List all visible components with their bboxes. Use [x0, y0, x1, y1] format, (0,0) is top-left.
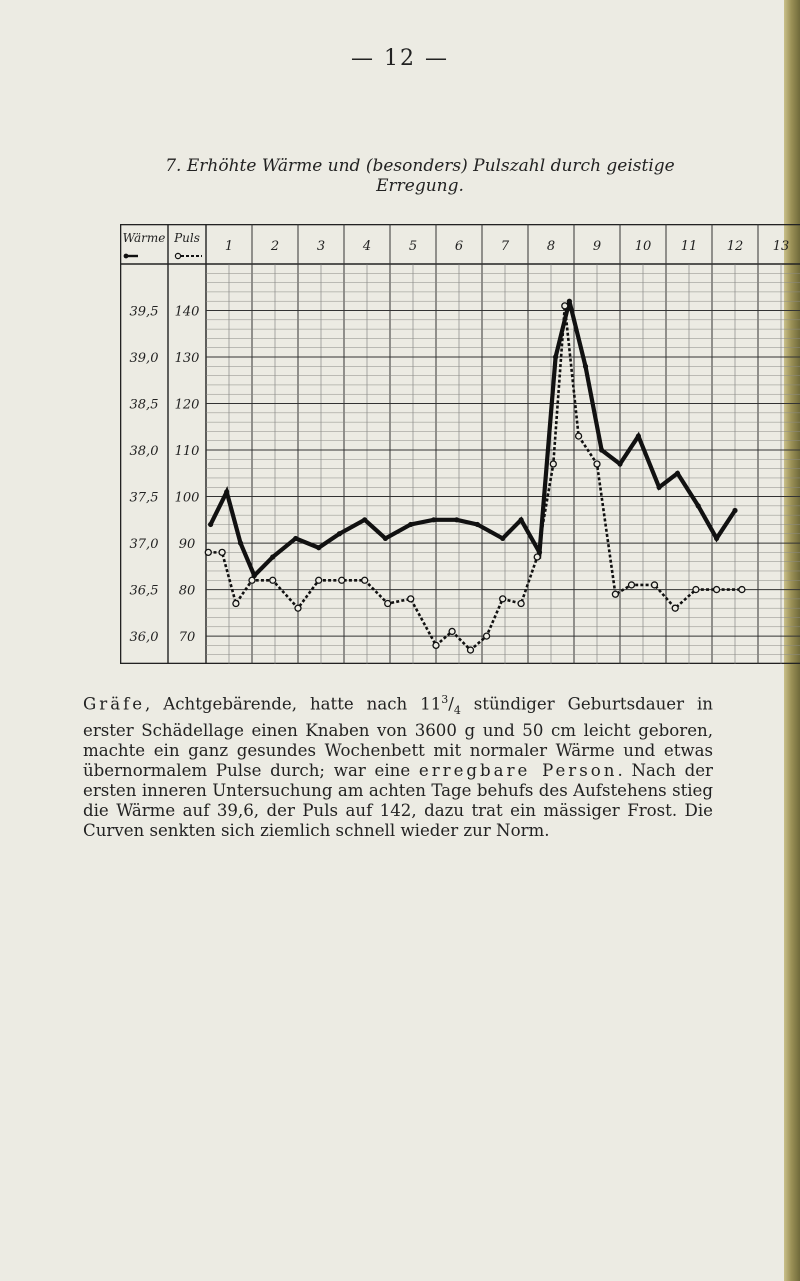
temp-tick-label: 38,0	[129, 444, 159, 460]
pulse-tick-label: 130	[174, 351, 200, 367]
temperature-point	[636, 433, 641, 438]
temp-tick-label: 39,0	[129, 351, 159, 367]
pulse-tick-label: 80	[178, 583, 196, 599]
temp-tick-label: 39,5	[129, 304, 159, 320]
pulse-column-header: Puls	[174, 231, 200, 245]
temperature-point	[224, 489, 229, 494]
pulse-tick-label: 120	[174, 397, 200, 413]
pulse-legend-dot	[175, 253, 180, 258]
pulse-tick-label: 70	[178, 630, 196, 646]
temperature-point	[617, 461, 622, 466]
pulse-point	[433, 642, 439, 648]
pulse-point	[385, 601, 391, 607]
temperature-point	[383, 536, 388, 541]
pulse-point	[270, 577, 276, 583]
pulse-point	[295, 605, 301, 611]
temperature-point	[475, 522, 480, 527]
temp-tick-label: 36,5	[129, 583, 159, 599]
chart-frame	[121, 225, 800, 664]
temperature-point	[337, 531, 342, 536]
pulse-point	[629, 582, 635, 588]
paragraph-segment: . Nach der ersten inneren Untersuchung am achten Tage behufs des Aufstehens stieg die Wärme auf 39,6, der Puls auf 142, dazu trat ein mässiger Frost. Die Curven senkten sich ziemlich schnell wieder zur Norm.	[83, 760, 713, 840]
day-label: 9	[592, 239, 602, 254]
day-label: 5	[408, 239, 418, 254]
day-label: 1	[224, 239, 234, 254]
pulse-point	[362, 577, 368, 583]
paragraph-segment: , Achtgebärende, hatte nach 11	[145, 694, 442, 714]
figure-title	[120, 156, 720, 196]
temperature-point	[675, 471, 680, 476]
temperature-pulse-chart	[120, 224, 800, 664]
chart-series	[205, 299, 745, 653]
day-label: 8	[546, 239, 556, 254]
temperature-point	[454, 517, 459, 522]
day-label: 2	[270, 239, 280, 254]
temperature-point	[316, 545, 321, 550]
pulse-point	[518, 601, 524, 607]
pulse-point	[562, 303, 568, 309]
paragraph-segment: 4	[453, 703, 461, 717]
pulse-point	[693, 587, 699, 593]
chart-grid	[120, 224, 800, 664]
pulse-point	[449, 628, 455, 634]
pulse-point	[339, 577, 345, 583]
case-description	[83, 690, 713, 841]
temperature-curve	[211, 301, 735, 575]
day-label: 3	[316, 239, 326, 254]
pulse-tick-label: 140	[174, 304, 200, 320]
temperature-point	[732, 508, 737, 513]
day-label: 12	[726, 239, 744, 254]
pulse-point	[594, 461, 600, 467]
temperature-point	[583, 364, 588, 369]
paragraph-segment: Gräfe	[83, 694, 146, 714]
pulse-point	[550, 461, 556, 467]
pulse-point	[576, 433, 582, 439]
temperature-point	[657, 485, 662, 490]
day-label: 4	[362, 239, 372, 254]
pulse-point	[672, 605, 678, 611]
day-label: 13	[772, 239, 790, 254]
pulse-point	[739, 587, 745, 593]
temperature-point	[431, 517, 436, 522]
temperature-point	[714, 536, 719, 541]
pulse-point	[484, 633, 490, 639]
pulse-point	[408, 596, 414, 602]
paragraph-segment: stündiger Geburtsdauer in erster Schädellage einen Knaben von 3600 g und 50 cm leicht geboren, machte ein ganz gesundes Wochenbett mit normaler Wärme und etwas übernormalem Pulse durch; war eine	[83, 694, 713, 780]
pulse-point	[714, 587, 720, 593]
day-label: 11	[680, 239, 698, 254]
temperature-point	[519, 517, 524, 522]
pulse-point	[316, 577, 322, 583]
pulse-point	[205, 549, 211, 555]
temp-tick-label: 37,5	[129, 490, 159, 506]
temperature-point	[270, 554, 275, 559]
body-paragraph	[83, 690, 713, 841]
temp-column-header: Wärme	[122, 231, 166, 245]
paragraph-segment: /	[448, 694, 454, 714]
temp-tick-label: 36,0	[129, 630, 159, 646]
pulse-point	[233, 601, 239, 607]
paragraph-segment: erregbare Person	[418, 760, 618, 780]
page-number: — 12 —	[351, 46, 449, 71]
temp-legend-dot	[124, 254, 129, 259]
temperature-point	[696, 503, 701, 508]
temperature-point	[208, 522, 213, 527]
pulse-point	[652, 582, 658, 588]
temperature-point	[293, 536, 298, 541]
pulse-point	[249, 577, 255, 583]
pulse-point	[219, 549, 225, 555]
day-label: 10	[634, 239, 652, 254]
pulse-point	[612, 591, 618, 597]
day-label: 7	[500, 239, 510, 254]
temperature-point	[362, 517, 367, 522]
temperature-point	[408, 522, 413, 527]
paragraph-segment: 3	[441, 693, 449, 706]
temperature-point	[553, 354, 558, 359]
temperature-point	[238, 540, 243, 545]
pulse-tick-label: 90	[178, 537, 196, 553]
pulse-tick-label: 110	[174, 444, 200, 460]
pulse-tick-label: 100	[174, 490, 200, 506]
temperature-point	[500, 536, 505, 541]
temperature-point	[599, 447, 604, 452]
pulse-point	[468, 647, 474, 653]
figure-title-line1: 7. Erhöhte Wärme und (besonders) Pulszahl durch geistige	[165, 156, 675, 176]
temp-tick-label: 38,5	[129, 397, 159, 413]
pulse-point	[534, 554, 540, 560]
pulse-point	[500, 596, 506, 602]
temperature-point	[567, 299, 572, 304]
figure-title-line2: Erregung.	[376, 176, 464, 196]
day-label: 6	[454, 239, 464, 254]
temp-tick-label: 37,0	[129, 537, 159, 553]
